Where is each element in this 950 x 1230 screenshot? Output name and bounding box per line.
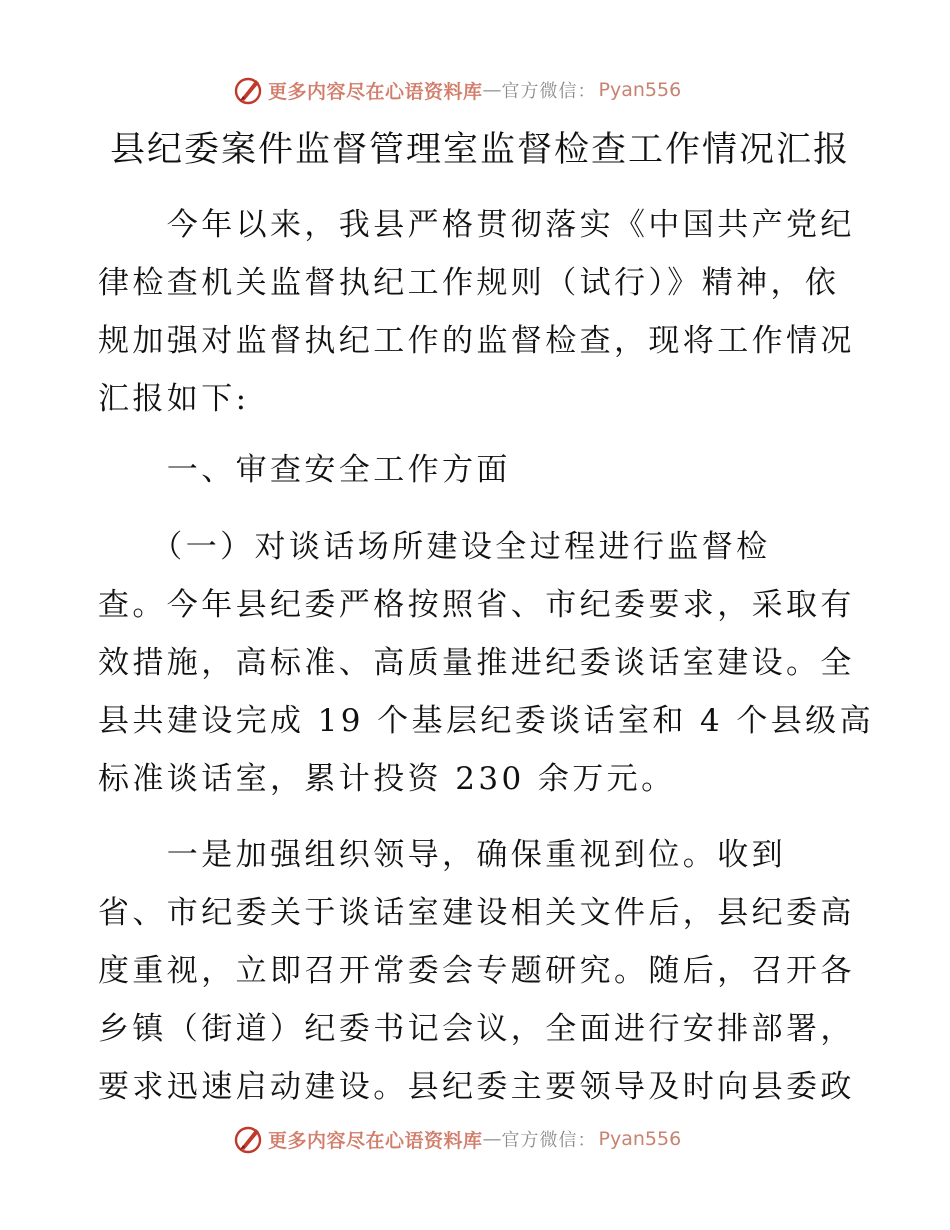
watermark-wechat-id: Pyan556 (598, 1128, 682, 1150)
document-title: 县纪委案件监督管理室监督检查工作情况汇报 (110, 130, 851, 170)
body-line: 汇报如下: (98, 381, 250, 417)
body-line: 查。今年县纪委严格按照省、市纪委要求，采取有 (98, 587, 855, 623)
watermark-dash: — (482, 79, 502, 101)
section-heading: 一、审查安全工作方面 (98, 452, 511, 488)
watermark-sub-text: 官方微信： (501, 1130, 597, 1151)
body-line: 效措施，高标准、高质量推进纪委谈话室建设。全 (98, 645, 855, 681)
watermark-header (232, 72, 732, 108)
body-line: 一是加强组织领导，确保重视到位。收到 (98, 837, 786, 873)
body-line: 规加强对监督执纪工作的监督检查，现将工作情况 (98, 323, 855, 359)
watermark-footer (232, 1121, 732, 1157)
body-line: 律检查机关监督执纪工作规则（试行）》精神，依 (98, 265, 840, 301)
body-line: 乡镇（街道）纪委书记会议，全面进行安排部署， (98, 1011, 855, 1047)
quill-logo-icon (232, 1123, 264, 1155)
watermark-dash: — (482, 1128, 502, 1150)
body-line: 标准谈话室，累计投资 230 余万元。 (98, 761, 676, 797)
watermark-sub-text: 官方微信： (501, 81, 597, 102)
body-line: 县共建设完成 19 个基层纪委谈话室和 4 个县级高 (98, 703, 874, 739)
body-line: 省、市纪委关于谈话室建设相关文件后，县纪委高 (98, 895, 855, 931)
watermark-main-text: 更多内容尽在心语资料库 (268, 1129, 483, 1152)
body-line: 今年以来，我县严格贯彻落实《中国共产党纪 (98, 207, 855, 243)
watermark-main-text: 更多内容尽在心语资料库 (268, 80, 483, 103)
body-line: 要求迅速启动建设。县纪委主要领导及时向县委政 (98, 1069, 855, 1105)
body-line: 度重视，立即召开常委会专题研究。随后，召开各 (98, 953, 855, 989)
quill-logo-icon (232, 74, 264, 106)
subsection-heading: （一）对谈话场所建设全过程进行监督检 (98, 529, 771, 565)
watermark-wechat-id: Pyan556 (598, 79, 682, 101)
